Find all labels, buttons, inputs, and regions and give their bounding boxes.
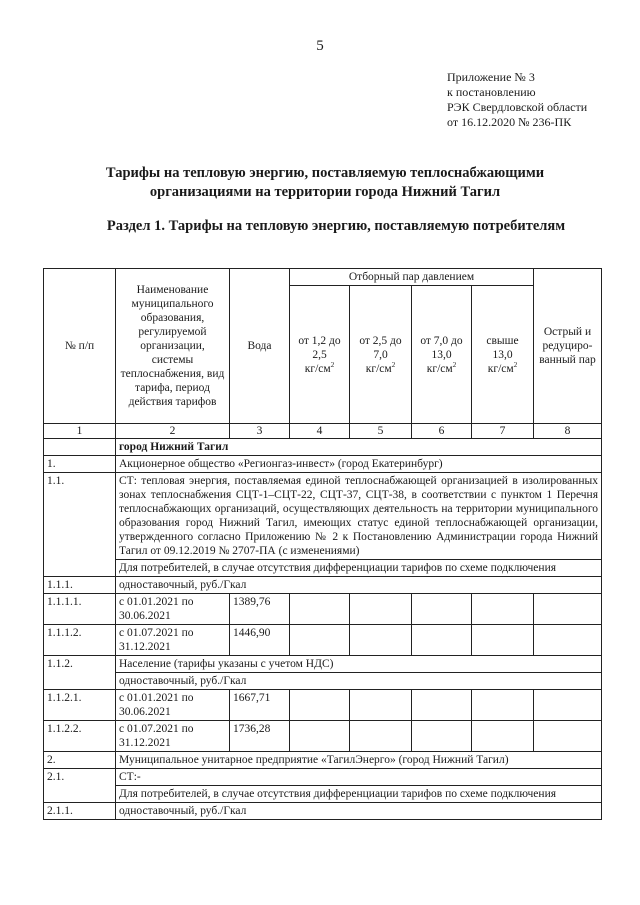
table-row [44,577,602,594]
header-pressure-4: свыше 13,0 $кг/см^2$ [472,286,534,424]
table-row [44,439,602,456]
section-title: Раздел 1. Тарифы на тепловую энергию, поставляемую потребителям [106,218,566,234]
water-value: 1389,76 [230,594,290,625]
row-text: одноставочный, руб./Гкал [116,577,602,594]
table-row [44,752,602,769]
city-heading: город Нижний Тагил [116,439,602,456]
table-row [44,456,602,473]
row-num: 1.1.1.2. [44,625,116,656]
column-number: 4 [290,424,350,439]
appendix-block [447,70,587,130]
period-cell: с 01.07.2021 по 31.12.2021 [116,721,230,752]
row-num: 2. [44,752,116,769]
header-name: Наименование муниципального образования, регулируемой организации, системы теплоснабжения, вид тарифа, период действия тарифов [116,269,230,424]
row-text: Население (тарифы указаны с учетом НДС) [116,656,602,673]
row-num: 1.1.2.1. [44,690,116,721]
row-num: 1.1.2. [44,656,116,690]
row-num: 1.1. [44,473,116,577]
water-value: 1667,71 [230,690,290,721]
row-text: СТ:- [116,769,602,786]
table-row [44,594,602,625]
water-value: 1446,90 [230,625,290,656]
header-steam-group: Отборный пар давлением [290,269,534,286]
table-row [44,803,602,820]
column-number: 2 [116,424,230,439]
table-row [44,721,602,752]
column-number: 1 [44,424,116,439]
row-num: 2.1.1. [44,803,116,820]
appendix-line: к постановлению [447,85,536,99]
table-row [44,690,602,721]
row-num: 1.1.1.1. [44,594,116,625]
appendix-line: РЭК Свердловской области [447,100,588,114]
header-water: Вода [230,269,290,424]
row-text: СТ: тепловая энергия, поставляемая единой теплоснабжающей организацией в изолированных зонах теплоснабжения СЦТ-1–СЦТ-22, СЦТ-37, СЦТ-38, в соответствии с пунктом 1 Перечня теплоснабжающих организаций, осуществляющих деятельность на территории муниципального образования город Нижний Тагил, имеющих статус единой теплоснабжающей организации, утвержденного согласно Приложению № 2 к Постановлению Администрации города Нижний Тагил от 09.12.2019 № 2707-ПА (с изменениями) [116,473,602,560]
period-cell: с 01.01.2021 по 30.06.2021 [116,594,230,625]
header-pressure-3: от 7,0 до 13,0 $кг/см^2$ [412,286,472,424]
row-num: 1.1.1. [44,577,116,594]
column-number: 6 [412,424,472,439]
row-text: Акционерное общество «Регионгаз-инвест» (город Екатеринбург) [116,456,602,473]
table-row [44,625,602,656]
row-text: Для потребителей, в случае отсутствия дифференциации тарифов по схеме подключения [116,560,602,577]
table-row [44,786,602,803]
row-text: одноставочный, руб./Гкал [116,803,602,820]
column-number: 5 [350,424,412,439]
row-num: 1.1.2.2. [44,721,116,752]
row-text: Муниципальное унитарное предприятие «ТагилЭнерго» (город Нижний Тагил) [116,752,602,769]
row-num: 1. [44,456,116,473]
column-number: 8 [534,424,602,439]
header-pressure-2: от 2,5 до 7,0 $кг/см^2$ [350,286,412,424]
appendix-line: от 16.12.2020 № 236-ПК [447,115,572,129]
appendix-line: Приложение № 3 [447,70,535,84]
period-cell: с 01.07.2021 по 31.12.2021 [116,625,230,656]
table-row [44,769,602,786]
page-number: 5 [316,38,324,54]
column-number: 7 [472,424,534,439]
row-text: одноставочный, руб./Гкал [116,673,602,690]
table-row [44,673,602,690]
title-line: Тарифы на тепловую энергию, поставляемую теплоснабжающими [105,165,545,181]
row-text: Для потребителей, в случае отсутствия дифференциации тарифов по схеме подключения [116,786,602,803]
table-row [44,473,602,560]
row-num: 2.1. [44,769,116,803]
title-line: организациями на территории города Нижний Тагил [149,184,501,200]
header-sharp-steam: Острый и редуциро-ванный пар [534,269,602,424]
tariff-table [43,268,602,820]
header-pressure-1: от 1,2 до 2,5 $кг/см^2$ [290,286,350,424]
period-cell: с 01.01.2021 по 30.06.2021 [116,690,230,721]
water-value: 1736,28 [230,721,290,752]
column-number: 3 [230,424,290,439]
header-num: № п/п [44,269,116,424]
document-title [60,164,590,202]
table-row [44,656,602,673]
table-row [44,560,602,577]
